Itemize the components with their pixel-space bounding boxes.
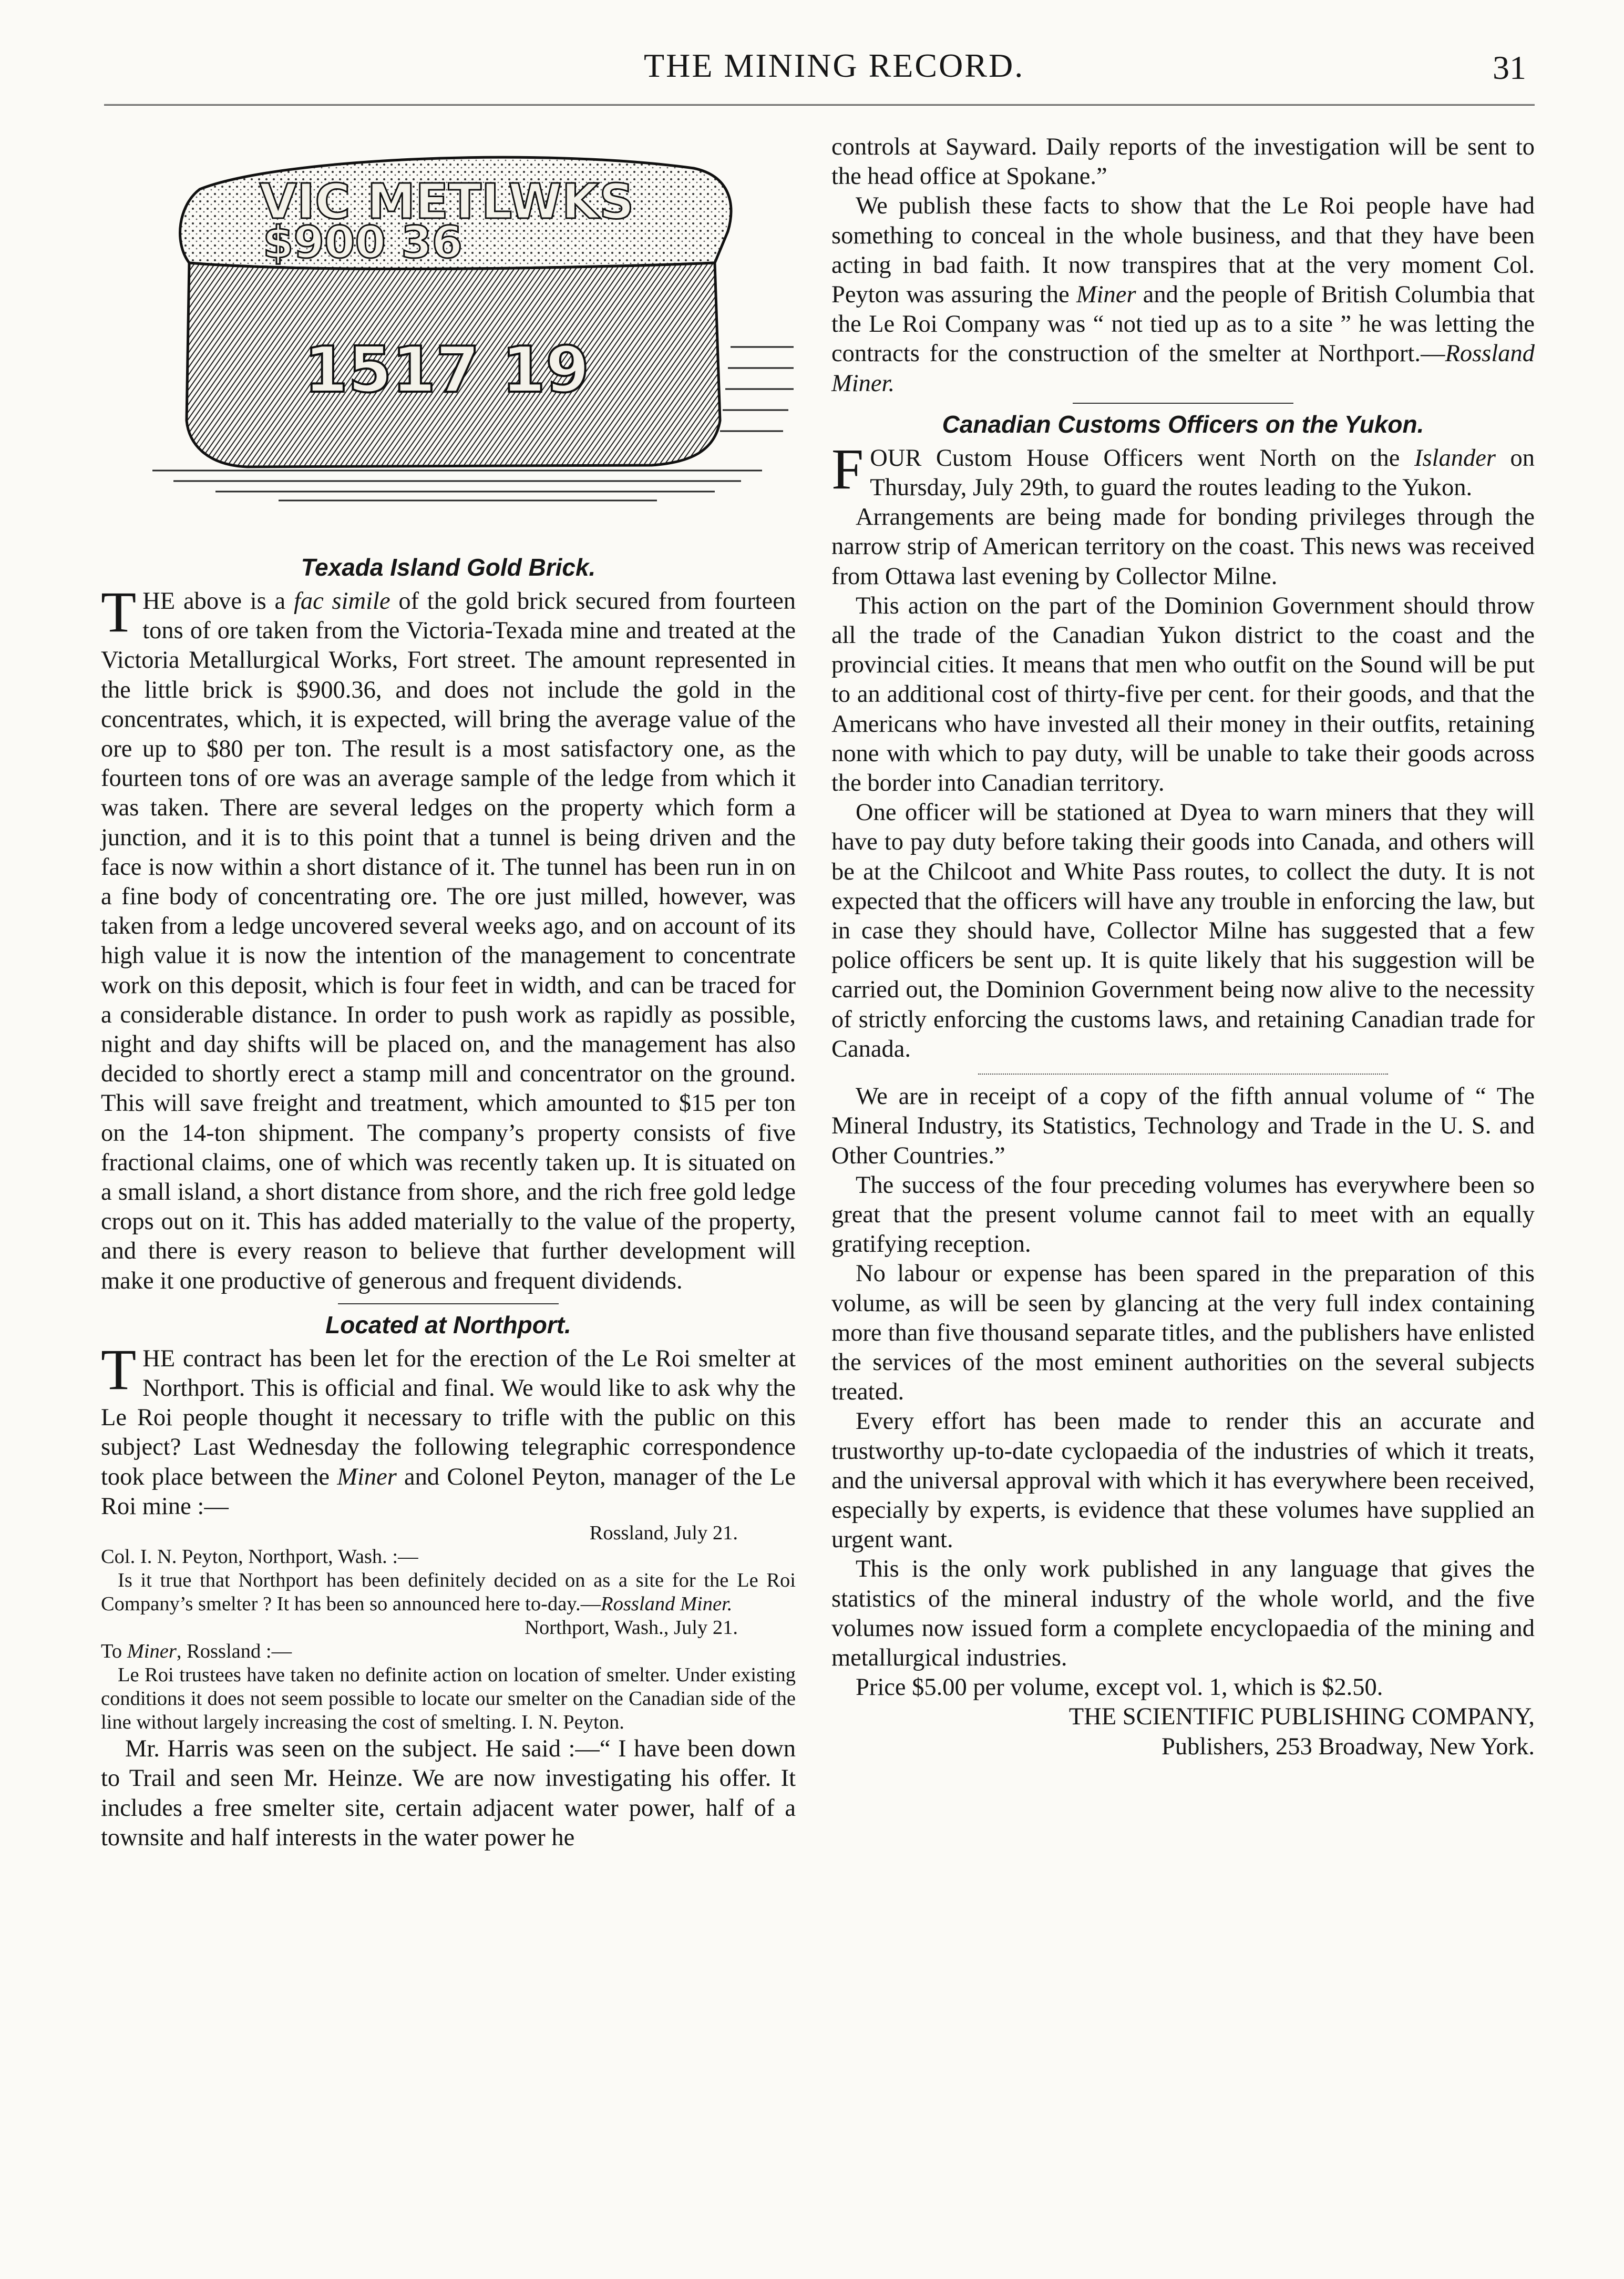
article-heading-northport: Located at Northport. xyxy=(325,1311,571,1338)
mineral-industry-paragraph: This is the only work published in any language that gives the statistics of the mineral industry of the whole world, and the five volumes now issued form a complete encyclopaedia of the mining and metallurgical industries. xyxy=(831,1556,1535,1671)
text-run: and the people of British Columbia that the Le Roi Company was “ not tied up as to a site ” he was letting the contracts for the construction of the smelter at Northport.— xyxy=(831,281,1535,367)
telegram-address xyxy=(101,1640,796,1663)
customs-paragraph: Arrangements are being made for bonding privileges through the narrow strip of American territory on the coast. This news was received from Ottawa last evening by Collector Milne. xyxy=(831,504,1535,590)
drop-cap: F xyxy=(831,436,864,501)
italic-run: fac simile xyxy=(293,588,390,615)
section-divider xyxy=(1073,403,1293,404)
italic-run: Rossland Miner. xyxy=(831,340,1535,397)
customs-paragraph: One officer will be stationed at Dyea to warn miners that they will have to pay duty before taking their goods into Canada, and others will be at the Chilcoot and White Pass routes, to collect the duty. It is not expected that the officers will have any trouble in enforcing the law, but in case they should have, Collector Milne has suggested that a few police officers be sent up. It is quite likely that his suggestion will be carried out, the Dominion Government being now alive to the necessity of strictly enforcing the customs laws, and retaining Canadian trade for Canada. xyxy=(831,799,1535,1062)
section-divider xyxy=(978,1074,1388,1075)
telegram-block xyxy=(101,1521,796,1734)
continued-paragraph xyxy=(831,191,1535,398)
publisher-address: Publishers, 253 Broadway, New York. xyxy=(1162,1733,1535,1760)
text-run: To xyxy=(101,1640,127,1663)
article-heading-customs: Canadian Customs Officers on the Yukon. xyxy=(942,410,1424,438)
mineral-industry-paragraph: We are in receipt of a copy of the fifth annual volume of “ The Mineral Industry, its Statistics, Technology and Trade in the U. S. and Other Countries.” xyxy=(831,1083,1535,1169)
publisher-signature: THE SCIENTIFIC PUBLISHING COMPANY, xyxy=(1068,1703,1535,1731)
mineral-industry-paragraph: Every effort has been made to render this an accurate and trustworthy up-to-date cyclopaedia of the industries of which it treats, and the universal approval with which it has everywhere been received, especially by experts, is evidence that these volumes have supplied an urgent want. xyxy=(831,1408,1535,1554)
stamp-mark-serial: 1517 19 xyxy=(304,334,590,407)
italic-run: Miner xyxy=(127,1640,177,1663)
italic-run: Rossland Miner. xyxy=(601,1593,733,1616)
mineral-industry-paragraph: No labour or expense has been spared in the preparation of this volume, as will be seen by glancing at the very full index containing more than five thousand separate titles, and the publishers have enlisted the services of the most eminent authorities on the several subjects treated. xyxy=(831,1260,1535,1406)
text-run: OUR Custom House Officers went North on the xyxy=(870,444,1414,472)
italic-run: Islander xyxy=(1414,444,1496,472)
price-line: Price $5.00 per volume, except vol. 1, which is $2.50. xyxy=(856,1674,1383,1701)
telegram-address: Col. I. N. Peyton, Northport, Wash. :— xyxy=(101,1546,418,1568)
drop-cap: T xyxy=(101,580,137,644)
section-divider xyxy=(338,1303,559,1304)
texada-paragraph xyxy=(101,580,796,1296)
dateline: Rossland, July 21. xyxy=(589,1522,738,1545)
article-heading-texada: Texada Island Gold Brick. xyxy=(301,554,596,581)
left-column xyxy=(101,547,796,1853)
right-column xyxy=(831,132,1535,1762)
page-number: 31 xyxy=(1493,49,1526,86)
customs-paragraph: This action on the part of the Dominion Government should throw all the trade of the Canadian Yukon district to the coast and the provincial cities. It means that men who outfit on the Sound will be put to an additional cost of thirty-five per cent. for their goods, and that the Americans who have invested all their money in their outfits, retaining none with which to pay duty, will be unable to take their goods across the border into Canadian territory. xyxy=(831,592,1535,797)
text-run: HE contract has been let for the erection of the Le Roi smelter at Northport. This is official and final. We would like to ask why the Le Roi people thought it necessary to trifle with the public on this subject? Last Wednesday the following telegraphic correspondence took place between the xyxy=(101,1345,796,1490)
northport-paragraph xyxy=(101,1337,796,1521)
text-run: of the gold brick secured from fourteen tons of ore taken from the Victoria-Texada mine and treated at the Victoria Metallurgical Works, Fort street. The amount represented in the little brick is $900.36, and does not include the gold in the concentrates, which, it is expected, will bring the average value of the ore up to $80 per ton. The result is a most satisfactory one, as the fourteen tons of ore was an average sample of the ledge from which it was taken. There are several ledges on the property which form a junction, and it is to this point that a tunnel is being driven and the face is now within a short distance of it. The tunnel has been run in on a fine body of concentrating ore. The ore just milled, however, was taken from a ledge uncovered several weeks ago, and on account of its high value it is now the intention of the management to concentrate work on this deposit, which is four feet in width, and can be traced for a considerable distance. In order to push work as rapidly as possible, night and day shifts will be placed on, and the management has also decided to shortly erect a stamp mill and concentrator on the ground. This will save freight and treatment, which amounted to $15 per ton on the 14-ton shipment. The company’s property consists of five fractional claims, one of which was recently taken up. It is situated on a small island, a short distance from shore, and the rich free gold ledge crops out on it. This has added materially to the value of the property, and there is every reason to believe that further development will make it one productive of generous and frequent dividends. xyxy=(101,588,796,1294)
gold-brick-illustration xyxy=(110,126,799,515)
telegram-text: Le Roi trustees have taken no definite action on location of smelter. Under existing conditions it does not seem possible to locate our smelter on the Canadian side of the line without largely increasing the cost of smelting. I. N. Peyton. xyxy=(101,1664,796,1734)
text-run: HE above is a xyxy=(142,588,294,615)
running-head xyxy=(0,46,1624,88)
journal-title: THE MINING RECORD. xyxy=(644,47,1025,84)
dateline: Northport, Wash., July 21. xyxy=(525,1617,738,1639)
head-rule xyxy=(104,104,1535,108)
text-run: Is it true that Northport has been definitely decided on as a site for the Le Roi Company’s smelter ? It has been so announced here to-day.— xyxy=(101,1569,796,1616)
continued-paragraph: controls at Sayward. Daily reports of the investigation will be sent to the head office at Spokane.” xyxy=(831,134,1535,190)
italic-run: Miner xyxy=(337,1463,397,1490)
text-run: We publish these facts to show that the Le Roi people have had something to conceal in the whole business, and that they have been acting in bad faith. It now transpires that at the very moment Col. Peyton was assuring the xyxy=(831,192,1535,309)
stamp-mark-value: $900 36 xyxy=(263,217,462,268)
mineral-industry-paragraph: The success of the four preceding volumes has everywhere been so great that the present volume cannot fail to meet with an equally gratifying reception. xyxy=(831,1171,1535,1258)
telegram-text xyxy=(101,1569,796,1616)
northport-paragraph: Mr. Harris was seen on the subject. He said :—“ I have been down to Trail and seen Mr. Heinze. We are now investigating his offer. It includes a free smelter site, certain adjacent water power, half of a townsite and half interests in the water power he xyxy=(101,1735,796,1851)
drop-cap: T xyxy=(101,1337,137,1402)
text-run: , Rossland :— xyxy=(176,1640,292,1663)
text-run: and Colonel Peyton, manager of the Le Roi mine :— xyxy=(101,1463,796,1520)
italic-run: Miner xyxy=(1076,281,1136,309)
text-run: on Thursday, July 29th, to guard the routes leading to the Yukon. xyxy=(870,444,1535,502)
stamp-mark-top: VIC METLWKS xyxy=(259,173,634,230)
customs-paragraph xyxy=(831,436,1535,503)
